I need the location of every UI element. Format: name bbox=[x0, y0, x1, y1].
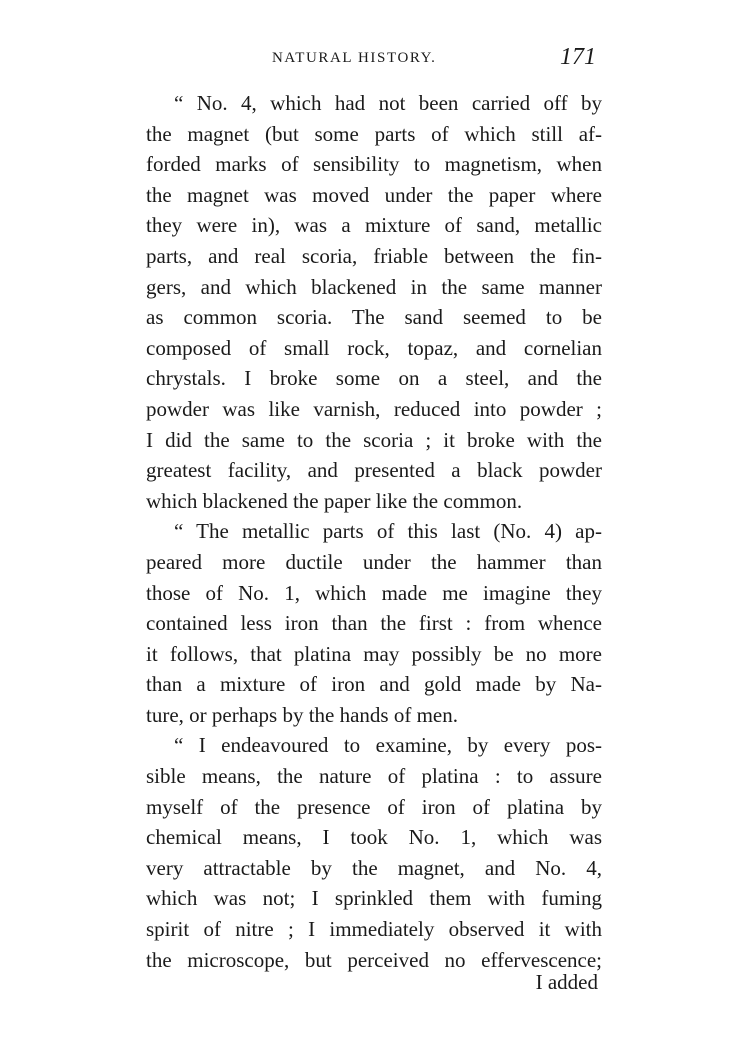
text-line: I did the same to the scoria ; it broke with the bbox=[146, 427, 602, 452]
text-line: composed of small rock, topaz, and cornelian bbox=[146, 335, 602, 360]
text-line: “ I endeavoured to examine, by every pos- bbox=[174, 733, 602, 758]
text-line: the microscope, but perceived no effervescence; bbox=[146, 947, 602, 972]
running-title: NATURAL HISTORY. bbox=[272, 50, 437, 66]
text-line: peared more ductile under the hammer than bbox=[146, 549, 602, 574]
text-line: very attractable by the magnet, and No. 4, bbox=[146, 855, 602, 880]
text-line: ture, or perhaps by the hands of men. bbox=[146, 702, 458, 727]
text-line: spirit of nitre ; I immediately observed it with bbox=[146, 917, 602, 942]
text-line: the magnet was moved under the paper where bbox=[146, 182, 602, 207]
text-line: than a mixture of iron and gold made by Na- bbox=[146, 672, 602, 697]
catchword: I added bbox=[535, 970, 598, 994]
text-line: chemical means, I took No. 1, which was bbox=[146, 825, 602, 850]
text-line: those of No. 1, which made me imagine they bbox=[146, 580, 602, 605]
text-line: which was not; I sprinkled them with fuming bbox=[146, 886, 602, 911]
text-line: the magnet (but some parts of which still af- bbox=[146, 121, 602, 146]
text-line: “ No. 4, which had not been carried off by bbox=[174, 91, 602, 115]
text-line: greatest facility, and presented a black powder bbox=[146, 458, 602, 483]
text-line: parts, and real scoria, friable between the fin- bbox=[146, 243, 602, 268]
text-line: it follows, that platina may possibly be no more bbox=[146, 641, 602, 666]
page-number: 171 bbox=[560, 44, 596, 70]
text-line: powder was like varnish, reduced into powder ; bbox=[146, 396, 602, 421]
text-line: sible means, the nature of platina : to assure bbox=[146, 764, 602, 789]
text-line: as common scoria. The sand seemed to be bbox=[146, 305, 602, 330]
text-line: “ The metallic parts of this last (No. 4) ap- bbox=[174, 519, 602, 544]
text-line: they were in), was a mixture of sand, metallic bbox=[146, 213, 602, 238]
text-line: chrystals. I broke some on a steel, and the bbox=[146, 366, 602, 391]
text-line: gers, and which blackened in the same manner bbox=[146, 274, 602, 299]
text-line: myself of the presence of iron of platina by bbox=[146, 794, 602, 819]
text-line: forded marks of sensibility to magnetism, when bbox=[146, 152, 602, 177]
text-line: contained less iron than the first : from whence bbox=[146, 611, 602, 636]
text-line: which blackened the paper like the common. bbox=[146, 488, 523, 513]
body-text bbox=[146, 88, 602, 975]
